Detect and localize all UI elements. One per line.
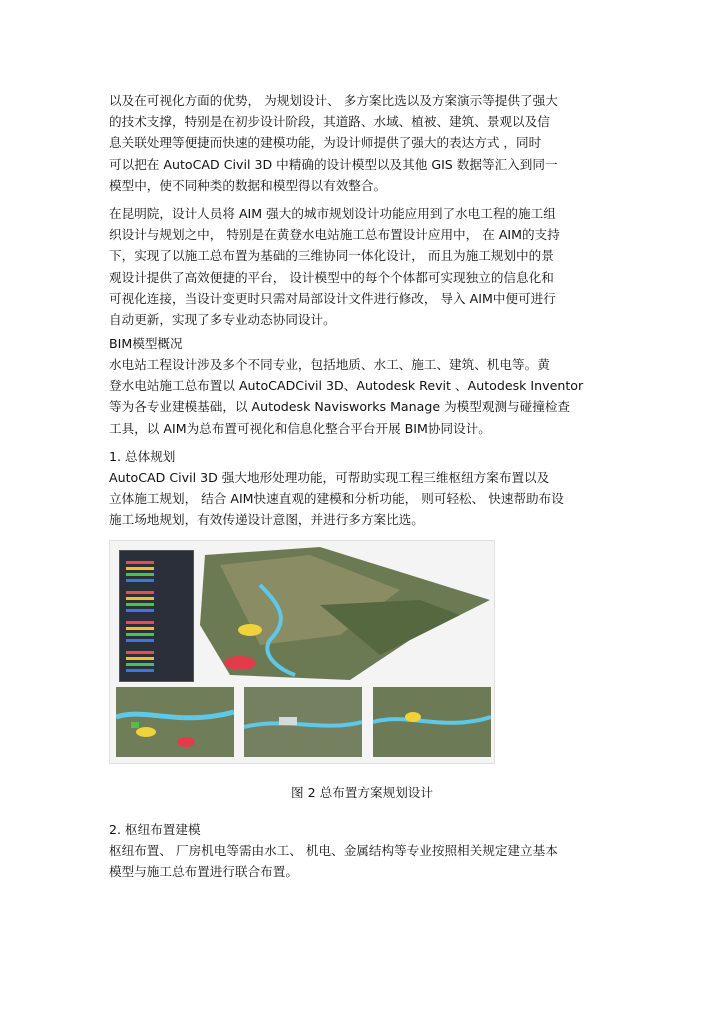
section-heading-bim: BIM模型概况 [109,336,183,351]
text-line: 可视化连接，当设计变更时只需对局部设计文件进行修改， 导入 AIM中便可进行 [109,290,556,306]
paragraph-2 [109,203,619,330]
paragraph-5 [109,840,619,882]
text-line: 观设计提供了高效便捷的平台， 设计模型中的每个个体都可实现独立的信息化和 [109,269,554,285]
figure-terrain-planning [109,540,495,764]
figure-caption: 图 2 总布置方案规划设计 [291,785,433,800]
text-line: 登水电站施工总布置以 AutoCADCivil 3D、Autodesk Revit 、Autodesk Inventor [109,378,584,394]
text-line: 模型中，使不同种类的数据和模型得以有效整合。 [109,177,387,193]
paragraph-1 [109,90,619,196]
layer-legend-panel [119,550,194,682]
text-line: 织设计与规划之中， 特别是在黄登水电站施工总布置设计应用中， 在 AIM的支持 [109,227,560,243]
text-line: 息关联处理等便捷而快速的建模功能，为设计师提供了强大的表达方式 ，同时 [109,135,542,151]
text-line: 等为各专业建模基础，以 Autodesk Navisworks Manage 为模型观测与碰撞检查 [109,399,571,415]
scheme-thumbnail [244,687,362,757]
text-line: 枢纽布置、 厂房机电等需由水工、 机电、金属结构等专业按照相关规定建立基本 [109,843,558,858]
scheme-thumbnail [373,687,491,757]
scheme-thumbnail [116,687,234,757]
text-line: 可以把在 AutoCAD Civil 3D 中精确的设计模型以及其他 GIS 数据等汇入到同一 [109,156,558,172]
text-line: 工具，以 AIM为总布置可视化和信息化整合平台开展 BIM协同设计。 [109,420,491,436]
text-line: 模型与施工总布置进行联合布置。 [109,864,298,880]
text-line: 的技术支撑，特别是在初步设计阶段，其道路、水域、植被、建筑、景观以及信 [109,114,550,130]
text-line: 下，实现了以施工总布置为基础的三维协同一体化设计， 而且为施工规划中的景 [109,248,554,264]
paragraph-3 [109,354,619,439]
paragraph-4 [109,467,619,531]
section-heading-overall-planning: 1. 总体规划 [109,449,176,464]
text-line: 以及在可视化方面的优势， 为规划设计、 多方案比选以及方案演示等提供了强大 [109,93,558,108]
section-heading-hub-modeling: 2. 枢纽布置建模 [109,822,201,837]
text-line: 立体施工规划， 结合 AIM快速直观的建模和分析功能， 则可轻松、 快速帮助布设 [109,491,564,507]
terrain-3d-view [200,545,490,683]
text-line: 在昆明院，设计人员将 AIM 强大的城市规划设计功能应用到了水电工程的施工组 [109,206,556,221]
text-line: 自动更新，实现了多专业动态协同设计。 [109,312,336,328]
text-line: 水电站工程设计涉及多个不同专业，包括地质、水工、施工、建筑、机电等。黄 [109,357,550,372]
text-line: AutoCAD Civil 3D 强大地形处理功能，可帮助实现工程三维枢纽方案布置以及 [109,470,550,485]
text-line: 施工场地规划，有效传递设计意图，并进行多方案比选。 [109,512,424,528]
